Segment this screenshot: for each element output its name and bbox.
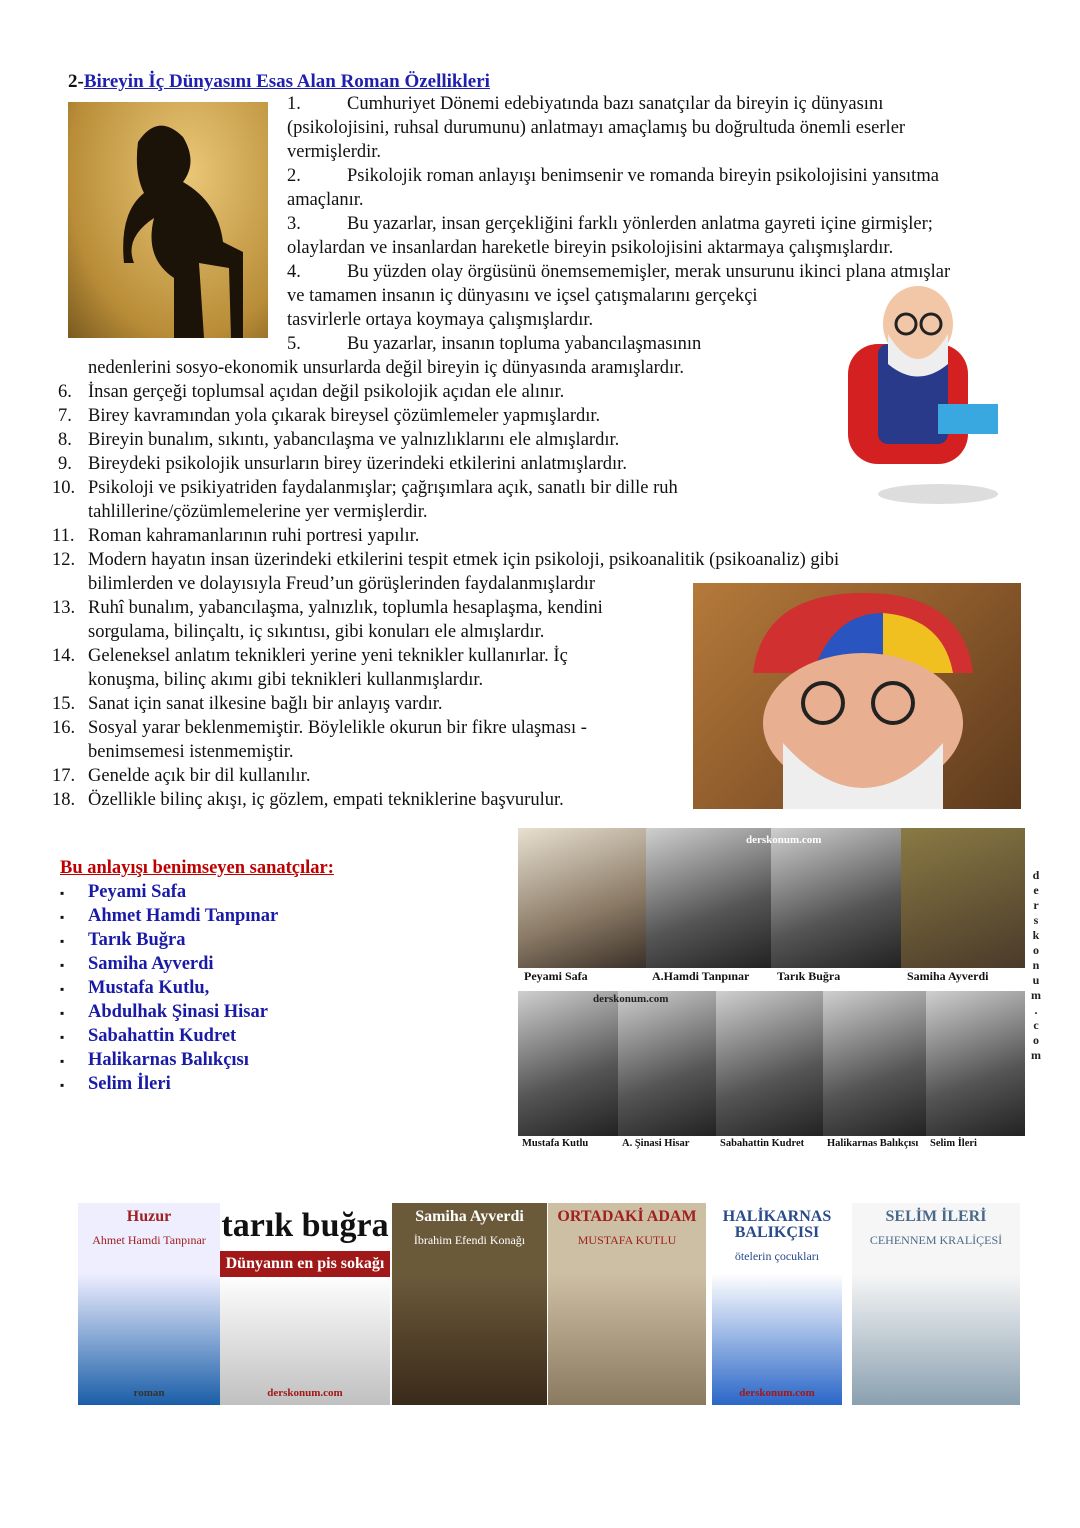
author-photo: [901, 828, 1025, 968]
book-subtitle: MUSTAFA KUTLU: [577, 1233, 677, 1247]
book-cover: [852, 1203, 1020, 1405]
author-photo: [823, 991, 926, 1136]
item-text: Sanat için sanat ilkesine bağlı bir anlayış vardır.: [88, 694, 443, 714]
item-text: bilimlerden ve dolayısıyla Freud’un görüşlerinden faydalanmışlardır: [88, 574, 596, 594]
author-item: [60, 1072, 171, 1097]
item-text: Sosyal yarar beklenmemiştir. Böylelikle okurun bir fikre ulaşması -: [88, 718, 587, 738]
author-name: Tarık Buğra: [88, 930, 186, 950]
author-item: [60, 976, 209, 1001]
watermark-letter: o: [1033, 1033, 1039, 1047]
book-title: Huzur: [126, 1208, 172, 1225]
author-photo: [716, 991, 823, 1136]
watermark-letter: e: [1033, 883, 1039, 897]
item-text: Özellikle bilinç akışı, iç gözlem, empati tekniklerine başvurulur.: [88, 790, 564, 810]
watermark-letter: c: [1033, 1018, 1039, 1032]
bullet-icon: ▪: [60, 910, 65, 924]
item-number: 3.: [287, 214, 301, 234]
author-name: Halikarnas Balıkçısı: [88, 1050, 249, 1070]
author-name: Selim İleri: [88, 1074, 171, 1094]
photo-caption: Samiha Ayverdi: [907, 969, 989, 983]
item-number: 5.: [287, 334, 301, 354]
item-number: 7.: [58, 406, 72, 426]
watermark-letter: k: [1032, 928, 1040, 942]
watermark-letter: n: [1032, 958, 1040, 972]
item-number: 14.: [52, 646, 76, 666]
author-item: [60, 928, 186, 953]
bullet-icon: ▪: [60, 982, 65, 996]
author-item: [60, 1000, 268, 1025]
author-name: Peyami Safa: [88, 882, 187, 902]
watermark-letter: s: [1033, 913, 1039, 927]
author-item: [60, 1024, 236, 1049]
item-number: 4.: [287, 262, 301, 282]
item-number: 2.: [287, 166, 301, 186]
item-text: Psikolojik roman anlayışı benimsenir ve romanda bireyin psikolojisini yansıtma: [347, 166, 939, 186]
author-item: [60, 904, 278, 929]
watermark: derskonum.com: [593, 993, 669, 1005]
item-text: benimsemesi istenmemiştir.: [88, 742, 294, 762]
item-number: 9.: [58, 454, 72, 474]
book-cover: [712, 1203, 842, 1405]
book-label: derskonum.com: [739, 1387, 815, 1399]
watermark: derskonum.com: [746, 834, 822, 846]
item-text: Modern hayatın insan üzerindeki etkilerini tespit etmek için psikoloji, psikoanalitik (psikoanaliz) gibi: [88, 550, 840, 570]
item-number: 16.: [52, 718, 76, 738]
item-text: amaçlanır.: [287, 190, 364, 210]
item-number: 1.: [287, 94, 301, 114]
item-text: Cumhuriyet Dönemi edebiyatında bazı sanatçılar da bireyin iç dünyasını: [347, 94, 884, 114]
book-title: HALİKARNAS BALIKÇISI: [722, 1208, 832, 1241]
item-text: İnsan gerçeği toplumsal açıdan değil psikolojik açıdan ele alınır.: [88, 382, 565, 402]
book-title: ORTADAKİ ADAM: [557, 1208, 697, 1225]
book-cover: [392, 1203, 547, 1405]
item-number: 10.: [52, 478, 76, 498]
item-text: tasvirlerle ortaya koymaya çalışmışlardır.: [287, 310, 594, 330]
item-text: tahlillerine/çözümlemelerine yer vermişlerdir.: [88, 502, 428, 522]
book-subtitle: CEHENNEM KRALİÇESİ: [869, 1233, 1003, 1247]
book-cover: [548, 1203, 706, 1405]
item-text: konuşma, bilinç akımı gibi teknikleri kullanmışlardır.: [88, 670, 484, 690]
photo-caption: Mustafa Kutlu: [522, 1138, 589, 1149]
item-text: Genelde açık bir dil kullanılır.: [88, 766, 311, 786]
author-photo: [646, 828, 771, 968]
item-text: Bu yazarlar, insanın topluma yabancılaşmasının: [347, 334, 702, 354]
bullet-icon: ▪: [60, 958, 65, 972]
item-number: 17.: [52, 766, 76, 786]
authors-heading: Bu anlayışı benimseyen sanatçılar:: [60, 858, 334, 878]
item-text: ve tamamen insanın iç dünyasını ve içsel çatışmalarını gerçekçi: [287, 286, 758, 306]
author-item: [60, 880, 186, 905]
psychologist-cartoon-image: [838, 284, 1033, 512]
item-number: 13.: [52, 598, 76, 618]
bullet-icon: ▪: [60, 1078, 65, 1092]
item-text: Bireydeki psikolojik unsurların birey üzerindeki etkilerini anlatmışlardır.: [88, 454, 627, 474]
book-subtitle: ötelerin çocukları: [734, 1249, 820, 1263]
watermark-letter: r: [1033, 898, 1039, 912]
authors-photo-collage: [518, 828, 1026, 1153]
book-subtitle: Dünyanın en pis sokağı: [220, 1251, 390, 1277]
author-photo: [771, 828, 901, 968]
item-text: nedenlerini sosyo-ekonomik unsurlarda değil bireyin iç dünyasında aramışlardır.: [88, 358, 684, 378]
vertical-watermark: [1030, 868, 1042, 1063]
book-title: Samiha Ayverdi: [415, 1208, 524, 1225]
author-photo: [926, 991, 1025, 1136]
item-number: 8.: [58, 430, 72, 450]
item-number: 11.: [52, 526, 75, 546]
author-photo: [618, 991, 716, 1136]
item-text: vermişlerdir.: [287, 142, 382, 162]
bullet-icon: ▪: [60, 886, 65, 900]
bullet-icon: ▪: [60, 1054, 65, 1068]
item-number: 12.: [52, 550, 76, 570]
photo-caption: Peyami Safa: [524, 969, 588, 983]
photo-caption: Tarık Buğra: [777, 969, 841, 983]
book-subtitle: İbrahim Efendi Konağı: [413, 1233, 526, 1247]
author-name: Sabahattin Kudret: [88, 1026, 237, 1046]
item-text: Psikoloji ve psikiyatriden faydalanmışlar; çağrışımlara açık, sanatlı bir dille ruh: [88, 478, 678, 498]
section-title: 2-Bireyin İç Dünyasını Esas Alan Roman Özellikleri: [68, 71, 490, 92]
item-text: Bu yüzden olay örgüsünü önemsememişler, merak unsurunu ikinci plana atmışlar: [347, 262, 951, 282]
book-cover: [220, 1203, 390, 1405]
watermark-letter: m: [1031, 1048, 1041, 1062]
photo-caption: Halikarnas Balıkçısı: [827, 1138, 919, 1149]
watermark-letter: .: [1034, 1003, 1038, 1017]
item-text: Bu yazarlar, insan gerçekliğini farklı yönlerden anlatma gayreti içine girmişler;: [347, 214, 933, 234]
author-name: Abdulhak Şinasi Hisar: [88, 1002, 268, 1022]
book-label: roman: [133, 1387, 165, 1399]
item-text: sorgulama, bilinçaltı, iç sıkıntısı, gibi konuları ele almışlardır.: [88, 622, 545, 642]
author-name: Samiha Ayverdi: [88, 954, 214, 974]
bullet-icon: ▪: [60, 1006, 65, 1020]
book-title: tarık buğra: [221, 1207, 389, 1244]
author-item: [60, 1048, 249, 1073]
author-name: Ahmet Hamdi Tanpınar: [88, 906, 279, 926]
item-text: olaylardan ve insanlardan hareketle bireyin psikolojisini aktarmaya çalışmışlardır.: [287, 238, 894, 258]
section-title-link[interactable]: Bireyin İç Dünyasını Esas Alan Roman Özellikleri: [83, 71, 490, 92]
watermark-letter: o: [1033, 943, 1039, 957]
item-number: 6.: [58, 382, 72, 402]
photo-caption: Selim İleri: [930, 1138, 977, 1149]
author-photo: [518, 828, 646, 968]
book-subtitle: Ahmet Hamdi Tanpınar: [92, 1233, 206, 1247]
item-number: 18.: [52, 790, 76, 810]
author-item: [60, 952, 214, 977]
item-text: Geleneksel anlatım teknikleri yerine yeni teknikler kullanırlar. İç: [88, 646, 568, 666]
sad-silhouette-image: [68, 102, 268, 338]
bullet-icon: ▪: [60, 934, 65, 948]
author-name: Mustafa Kutlu,: [88, 978, 210, 998]
item-text: Ruhî bunalım, yabancılaşma, yalnızlık, toplumla hesaplaşma, kendini: [88, 598, 603, 618]
watermark-letter: u: [1032, 973, 1040, 987]
book-title: SELİM İLERİ: [885, 1208, 987, 1225]
item-text: Bireyin bunalım, sıkıntı, yabancılaşma ve yalnızlıklarını ele almışlardır.: [88, 430, 620, 450]
watermark-letter: m: [1031, 988, 1041, 1002]
book-label: derskonum.com: [267, 1387, 343, 1399]
item-number: 15.: [52, 694, 76, 714]
watermark-letter: d: [1032, 868, 1040, 882]
book-cover: [78, 1203, 220, 1405]
photo-caption: A.Hamdi Tanpınar: [652, 969, 750, 983]
item-text: (psikolojisini, ruhsal durumunu) anlatmayı amaçlamış bu doğrultuda önemli eserler: [287, 118, 906, 138]
item-text: Roman kahramanlarının ruhi portresi yapılır.: [88, 526, 420, 546]
freud-brain-illustration: [693, 583, 1021, 809]
photo-caption: Sabahattin Kudret: [720, 1138, 805, 1149]
bullet-icon: ▪: [60, 1030, 65, 1044]
item-text: Birey kavramından yola çıkarak bireysel çözümlemeler yapmışlardır.: [88, 406, 601, 426]
author-photo: [518, 991, 618, 1136]
photo-caption: A. Şinasi Hisar: [622, 1138, 690, 1149]
